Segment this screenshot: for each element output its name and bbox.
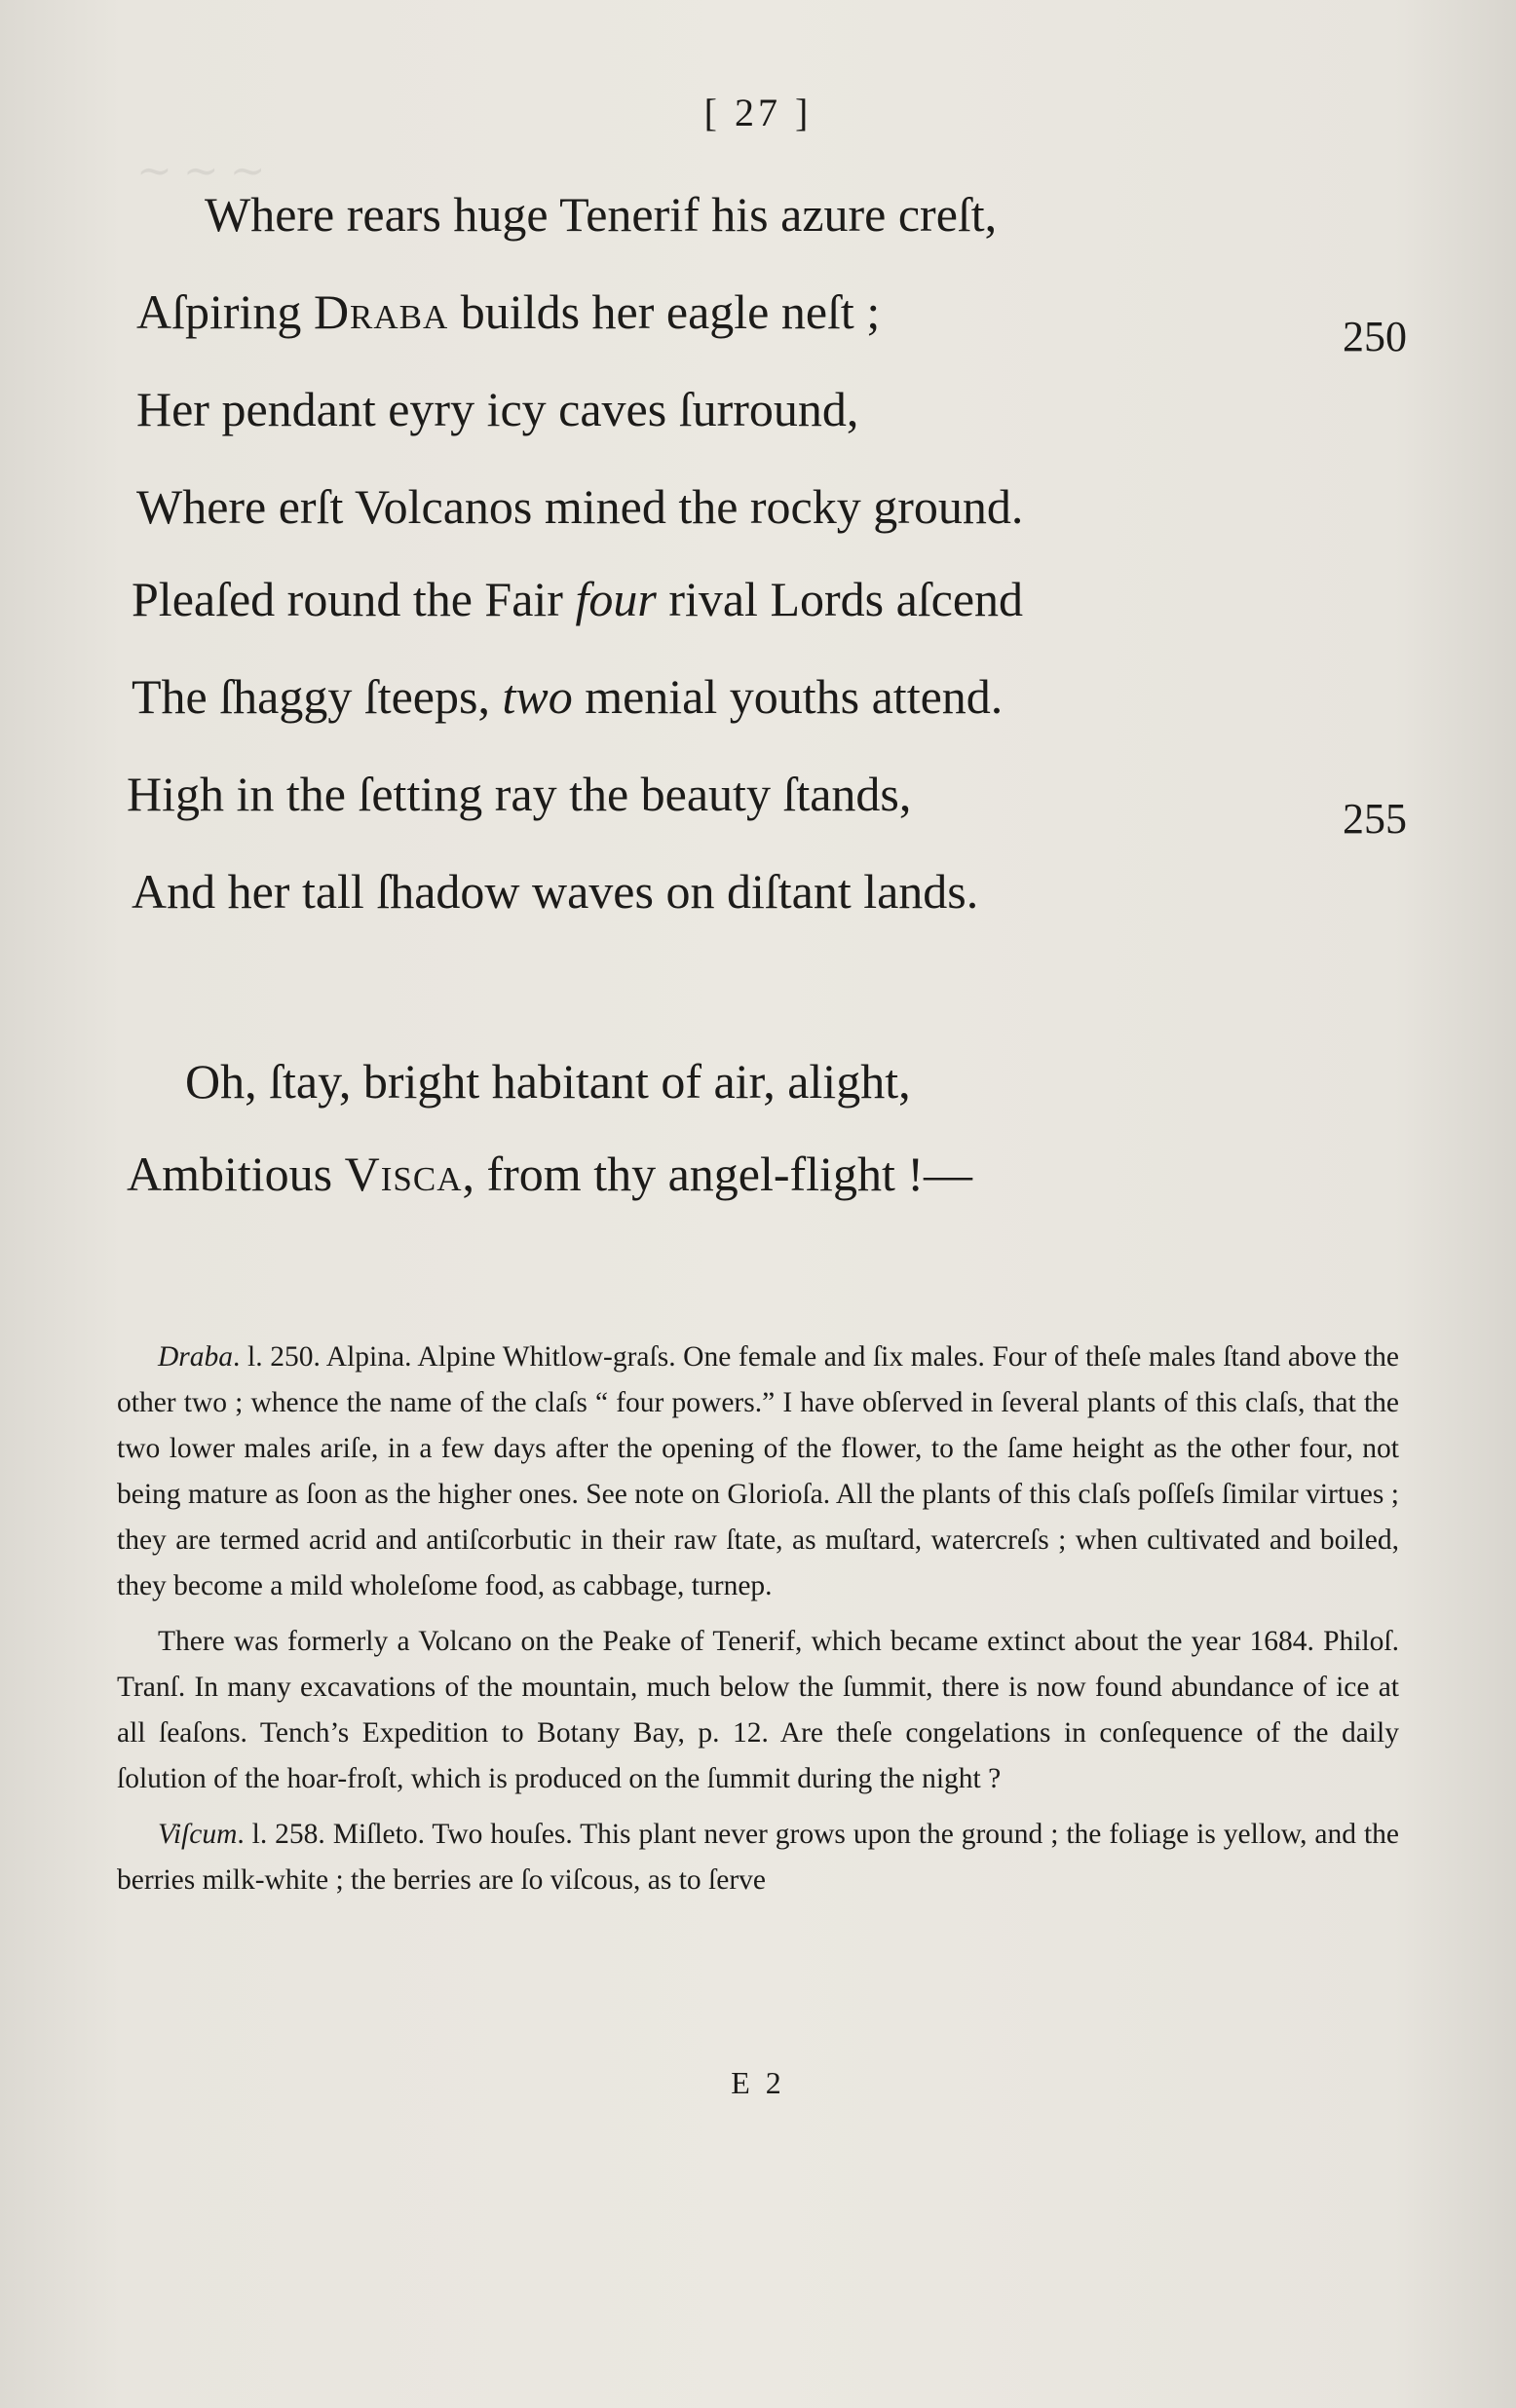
verse-segment: Oh, ſtay, bright habitant of air, alight, (185, 1054, 911, 1109)
verse-line (136, 382, 859, 436)
verse-segment: Her pendant eyry icy caves ſurround, (136, 382, 859, 436)
verse-segment: And her tall ſhadow waves on diſtant lands. (132, 864, 979, 919)
verse-line (136, 284, 881, 339)
verse-segment: menial youths attend. (572, 669, 1004, 724)
verse-segment: Pleaſed round the Fair (132, 572, 576, 626)
verse-segment: High in the ſetting ray the beauty ſtands, (127, 767, 912, 821)
line-number: 250 (1343, 313, 1407, 360)
footnote-paragraph (117, 1812, 1399, 1903)
verse-line (132, 572, 1024, 626)
signature-mark: E 2 (731, 2065, 785, 2100)
footnote-segment: . l. 250. Alpina. Alpine Whitlow-graſs. One female and ſix males. Four of theſe males ſtand above the other two ; whence the name of the claſs “ four powers.” I have obſerved in ſeveral plants of this claſs, that the two lower males ariſe, in a few days after the opening of the flower, to the ſame height as the other four, not being mature as ſoon as the higher ones. See note on Glorioſa. All the plants of this claſs poſſeſs ſimilar virtues ; they are termed acrid and antiſcorbutic in their raw ſtate, as muſtard, watercreſs ; when cultivated and boiled, they become a mild wholeſome food, as cabbage, turnep. (117, 1341, 1399, 1601)
page-number: [ 27 ] (703, 91, 813, 134)
footnotes (117, 1335, 1399, 1913)
verse-line (127, 767, 912, 821)
verse-line (136, 479, 1024, 534)
verse-segment: builds her eagle neſt ; (448, 284, 881, 339)
verse-line (205, 187, 998, 242)
verse-segment: two (502, 669, 573, 724)
verse-segment: Where erſt Volcanos mined the rocky ground. (136, 479, 1024, 534)
verse-segment: four (575, 572, 657, 626)
verse-segment: , from thy angel-flight !— (462, 1147, 972, 1201)
footnote-segment: Draba (158, 1341, 234, 1373)
show-through-text: ∼ ∼ ∼ (136, 147, 266, 195)
verse-segment: Draba (313, 284, 449, 339)
verse-segment: rival Lords aſcend (656, 572, 1024, 626)
verse-segment: Visca (344, 1147, 463, 1201)
verse-segment: Where rears huge Tenerif his azure creſt, (205, 187, 998, 242)
footnote-segment: . l. 258. Miſleto. Two houſes. This plant never grows upon the ground ; the foliage is yellow, and the berries milk-white ; the berries are ſo viſcous, as to ſerve (117, 1819, 1399, 1896)
footnote-paragraph (117, 1335, 1399, 1609)
verse-line (127, 1147, 972, 1201)
footnote-segment: There was formerly a Volcano on the Peake of Tenerif, which became extinct about the year 1684. Philoſ. Tranſ. In many excavations of the mountain, much below the ſummit, there is now found abundance of ice at all ſeaſons. Tench’s Expedition to Botany Bay, p. 12. Are theſe congelations in conſequence of the daily ſolution of the hoar-froſt, which is produced on the ſummit during the night ? (117, 1626, 1399, 1794)
footnote-segment: Viſcum (158, 1819, 238, 1850)
verse-segment: The ſhaggy ſteeps, (132, 669, 503, 724)
verse-segment: Ambitious (127, 1147, 345, 1201)
verse-line (132, 864, 979, 919)
verse-line (185, 1054, 911, 1109)
footnote-paragraph (117, 1619, 1399, 1802)
verse-line (132, 669, 1004, 724)
verse-segment: Aſpiring (136, 284, 314, 339)
line-number: 255 (1343, 795, 1407, 843)
